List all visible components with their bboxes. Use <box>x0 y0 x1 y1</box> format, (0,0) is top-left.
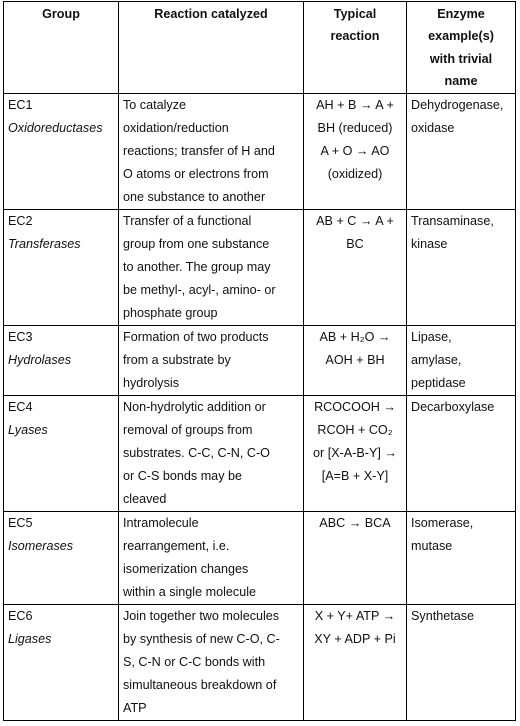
cell-enzyme-examples <box>407 395 516 511</box>
cell-line: Synthetase <box>411 608 475 623</box>
cell-enzyme-examples <box>407 511 516 604</box>
header-group <box>4 2 119 94</box>
cell-line: from a substrate by <box>123 352 231 367</box>
cell-line: Intramolecule <box>123 515 199 530</box>
cell-line: Formation of two products <box>123 329 269 344</box>
cell-reaction-catalyzed <box>119 395 304 511</box>
cell-line: X + Y+ ATP → <box>314 608 396 623</box>
cell-line: oxidase <box>411 120 455 135</box>
cell-line: Lipase, <box>411 329 452 344</box>
cell-line: removal of groups from <box>123 422 253 437</box>
cell-reaction-catalyzed <box>119 511 304 604</box>
cell-line: RCOH + CO₂ <box>317 422 393 437</box>
cell-line: ABC → BCA <box>319 515 391 530</box>
cell-reaction-catalyzed <box>119 325 304 395</box>
cell-line: Join together two molecules <box>123 608 280 623</box>
header-reaction-catalyzed <box>119 2 304 94</box>
cell-line: reaction <box>330 29 380 44</box>
cell-typical-reaction <box>304 209 407 325</box>
enzyme-classification-table <box>3 1 516 721</box>
table-body <box>4 93 516 720</box>
cell-line: Group <box>42 7 80 21</box>
cell-line: [A=B + X-Y] <box>321 468 389 483</box>
table-header-row <box>4 2 516 94</box>
table-row <box>4 604 516 720</box>
cell-line: reactions; transfer of H and <box>123 143 275 158</box>
cell-line: RCOCOOH → <box>314 399 396 414</box>
cell-enzyme-examples <box>407 209 516 325</box>
ec-code: EC3 <box>8 329 33 344</box>
cell-line: A + O → AO <box>320 143 390 158</box>
cell-line: Dehydrogenase, <box>411 97 504 112</box>
cell-enzyme-examples <box>407 604 516 720</box>
cell-line: or [X-A-B-Y] → <box>313 445 397 460</box>
cell-line: XY + ADP + Pi <box>314 631 396 646</box>
cell-line: Transaminase, <box>411 213 494 228</box>
cell-line: one substance to another <box>123 189 266 204</box>
ec-code: EC2 <box>8 213 33 228</box>
table-row <box>4 93 516 209</box>
cell-typical-reaction <box>304 604 407 720</box>
cell-enzyme-examples <box>407 325 516 395</box>
ec-code: EC4 <box>8 399 33 414</box>
cell-line: Reaction catalyzed <box>154 7 268 21</box>
cell-group <box>4 511 119 604</box>
ec-code: EC1 <box>8 97 33 112</box>
cell-line: Transfer of a functional <box>123 213 252 228</box>
cell-line: substrates. C-C, C-N, C-O <box>123 445 270 460</box>
cell-reaction-catalyzed <box>119 604 304 720</box>
cell-typical-reaction <box>304 93 407 209</box>
cell-line: peptidase <box>411 375 466 390</box>
cell-group <box>4 395 119 511</box>
cell-line: AB + C → A + <box>316 213 394 228</box>
cell-line: kinase <box>411 236 448 251</box>
cell-line: be methyl-, acyl-, amino- or <box>123 282 276 297</box>
cell-line: to another. The group may <box>123 259 271 274</box>
cell-line: example(s) <box>428 29 494 44</box>
enzyme-class-name: Isomerases <box>8 538 74 553</box>
cell-enzyme-examples <box>407 93 516 209</box>
cell-group <box>4 325 119 395</box>
cell-typical-reaction <box>304 511 407 604</box>
enzyme-class-name: Ligases <box>8 631 52 646</box>
cell-line: or C-S bonds may be <box>123 468 242 483</box>
cell-line: Typical <box>333 7 377 21</box>
cell-line: rearrangement, i.e. <box>123 538 230 553</box>
cell-line: Isomerase, <box>411 515 474 530</box>
enzyme-class-name: Transferases <box>8 236 81 251</box>
enzyme-class-name: Lyases <box>8 422 48 437</box>
enzyme-class-name: Hydrolases <box>8 352 71 367</box>
cell-line: mutase <box>411 538 453 553</box>
cell-line: S, C-N or C-C bonds with <box>123 654 266 669</box>
cell-line: phosphate group <box>123 305 218 320</box>
cell-line: name <box>444 74 478 89</box>
cell-line: simultaneous breakdown of <box>123 677 277 692</box>
cell-line: (oxidized) <box>327 166 383 181</box>
cell-line: Decarboxylase <box>411 399 495 414</box>
cell-line: AH + B → A + <box>316 97 394 112</box>
cell-line: group from one substance <box>123 236 270 251</box>
cell-line: O atoms or electrons from <box>123 166 269 181</box>
cell-line: Enzyme <box>437 7 485 21</box>
enzyme-class-name: Oxidoreductases <box>8 120 103 135</box>
header-enzyme-examples <box>407 2 516 94</box>
cell-group <box>4 209 119 325</box>
cell-line: isomerization changes <box>123 561 249 576</box>
cell-reaction-catalyzed <box>119 209 304 325</box>
cell-group <box>4 93 119 209</box>
cell-line: with trivial <box>429 51 493 66</box>
cell-line: ATP <box>123 700 147 715</box>
header-typical-reaction <box>304 2 407 94</box>
cell-line: BH (reduced) <box>317 120 393 135</box>
cell-line: within a single molecule <box>123 584 257 599</box>
ec-code: EC6 <box>8 608 33 623</box>
cell-typical-reaction <box>304 395 407 511</box>
table-row <box>4 209 516 325</box>
cell-line: Non-hydrolytic addition or <box>123 399 266 414</box>
cell-reaction-catalyzed <box>119 93 304 209</box>
table-row <box>4 325 516 395</box>
cell-line: hydrolysis <box>123 375 179 390</box>
cell-line: by synthesis of new C-O, C- <box>123 631 280 646</box>
table-row <box>4 511 516 604</box>
cell-line: oxidation/reduction <box>123 120 229 135</box>
cell-line: AB + H₂O → <box>319 329 391 344</box>
cell-line: To catalyze <box>123 97 186 112</box>
cell-line: amylase, <box>411 352 462 367</box>
table-row <box>4 395 516 511</box>
cell-line: BC <box>346 236 364 251</box>
cell-line: cleaved <box>123 491 167 506</box>
ec-code: EC5 <box>8 515 33 530</box>
cell-typical-reaction <box>304 325 407 395</box>
cell-group <box>4 604 119 720</box>
cell-line: AOH + BH <box>325 352 385 367</box>
